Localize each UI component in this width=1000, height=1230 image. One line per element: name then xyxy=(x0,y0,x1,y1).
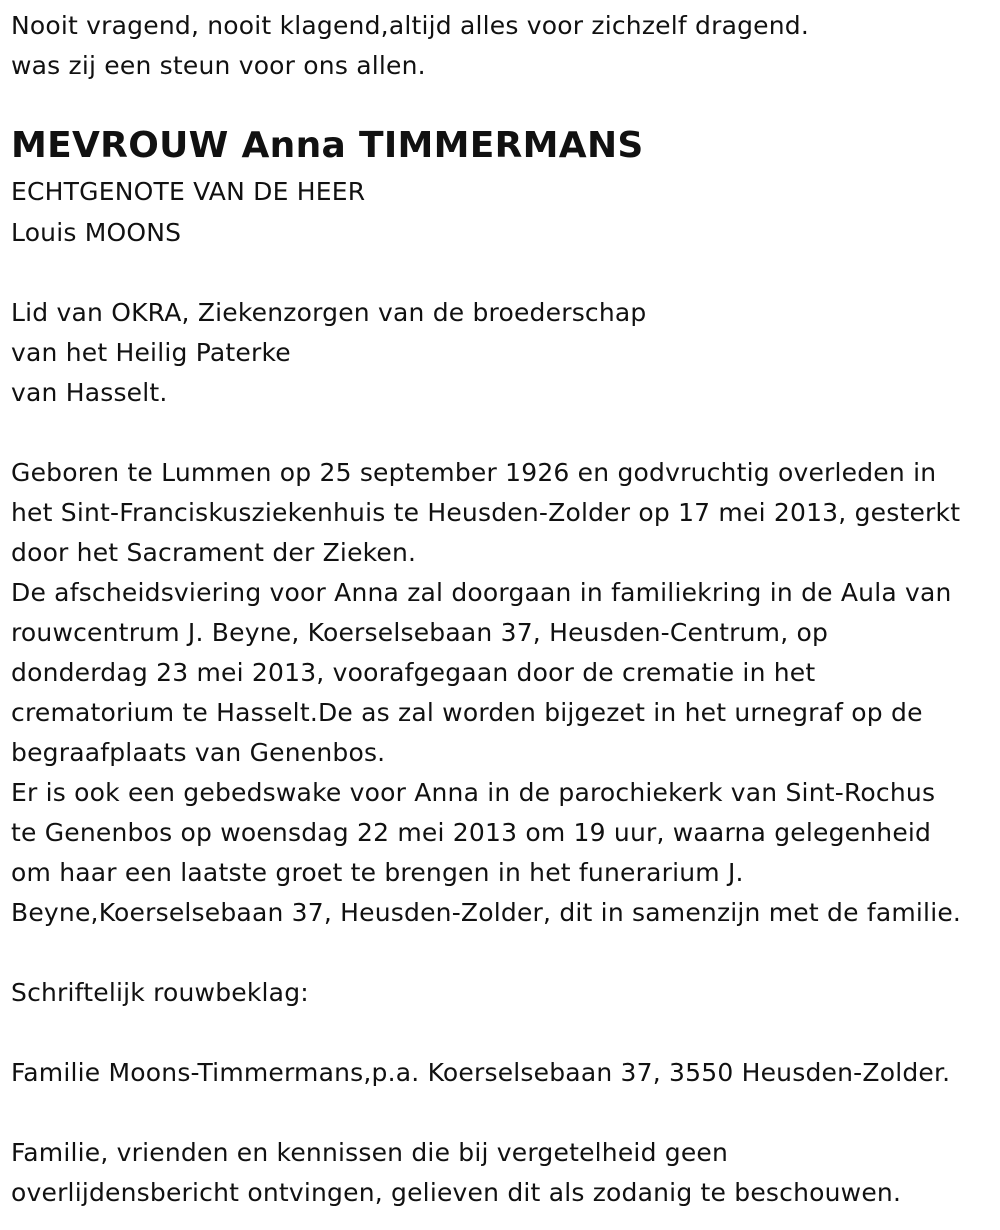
deceased-first-name: Anna xyxy=(241,125,347,166)
details-line-2: het Sint-Franciskusziekenhuis te Heusden-Zolder op 17 mei 2013, gesterkt xyxy=(11,498,961,527)
opening-verse-line-1: Nooit vragend, nooit klagend,altijd alles voor zichzelf dragend. xyxy=(11,11,810,40)
details-line-3: door het Sacrament der Zieken. xyxy=(11,538,417,567)
details-line-12: Beyne,Koerselsebaan 37, Heusden-Zolder, dit in samenzijn met de familie. xyxy=(11,898,962,927)
opening-verse-line-2: was zij een steun voor ons allen. xyxy=(11,51,426,80)
closing-line-1: Familie, vrienden en kennissen die bij vergetelheid geen xyxy=(11,1138,729,1167)
closing-line-2: overlijdensbericht ontvingen, gelieven dit als zodanig te beschouwen. xyxy=(11,1178,902,1207)
condolences-heading: Schriftelijk rouwbeklag: xyxy=(11,978,309,1007)
details-line-6: donderdag 23 mei 2013, voorafgegaan door de crematie in het xyxy=(11,658,816,687)
spouse-line-1: ECHTGENOTE VAN DE HEER xyxy=(11,177,366,206)
details-line-11: om haar een laatste groet te brengen in het funerarium J. xyxy=(11,858,744,887)
memberships-line-1: Lid van OKRA, Ziekenzorgen van de broederschap xyxy=(11,298,647,327)
deceased-name xyxy=(11,122,644,170)
details-line-8: begraafplaats van Genenbos. xyxy=(11,738,386,767)
memberships-line-3: van Hasselt. xyxy=(11,378,168,407)
details-line-9: Er is ook een gebedswake voor Anna in de parochiekerk van Sint-Rochus xyxy=(11,778,936,807)
details-line-1: Geboren te Lummen op 25 september 1926 en godvruchtig overleden in xyxy=(11,458,937,487)
spouse-line-2: Louis MOONS xyxy=(11,218,182,247)
condolences-address: Familie Moons-Timmermans,p.a. Koerselsebaan 37, 3550 Heusden-Zolder. xyxy=(11,1058,951,1087)
details-line-7: crematorium te Hasselt.De as zal worden bijgezet in het urnegraf op de xyxy=(11,698,923,727)
details-line-4: De afscheidsviering voor Anna zal doorgaan in familiekring in de Aula van xyxy=(11,578,952,607)
memberships-line-2: van het Heilig Paterke xyxy=(11,338,291,367)
details-line-5: rouwcentrum J. Beyne, Koerselsebaan 37, Heusden-Centrum, op xyxy=(11,618,829,647)
deceased-last-name: TIMMERMANS xyxy=(358,125,644,166)
details-line-10: te Genenbos op woensdag 22 mei 2013 om 19 uur, waarna gelegenheid xyxy=(11,818,932,847)
deceased-prefix: MEVROUW xyxy=(11,125,229,166)
